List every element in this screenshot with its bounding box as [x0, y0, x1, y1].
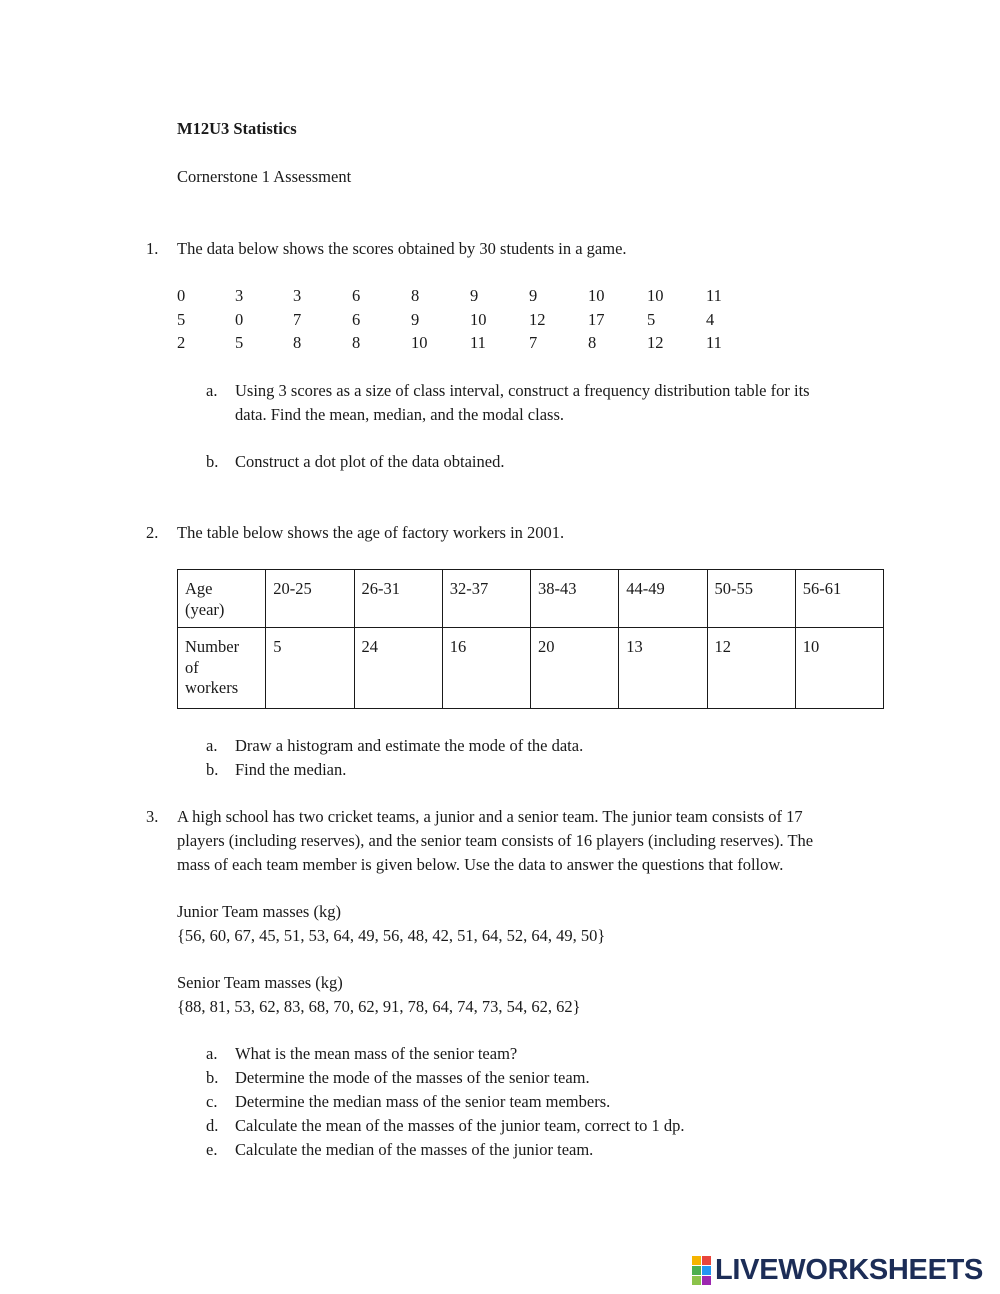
question-3d-label: d. — [206, 1116, 219, 1135]
workers-cell: 16 — [442, 628, 530, 709]
question-3-number: 3. — [146, 807, 159, 826]
score-cell: 7 — [293, 309, 302, 329]
age-cell: 20-25 — [266, 570, 354, 628]
junior-team-data: {56, 60, 67, 45, 51, 53, 64, 49, 56, 48, 42, 51, 64, 52, 64, 49, 50} — [177, 926, 606, 945]
score-cell: 9 — [411, 309, 420, 329]
score-cell: 2 — [177, 333, 186, 352]
question-2b-label: b. — [206, 760, 219, 779]
age-header-cell — [178, 570, 266, 628]
workers-header-line-3: workers — [185, 678, 239, 697]
workers-cell: 5 — [266, 628, 354, 709]
score-cell: 12 — [647, 333, 664, 352]
score-cell: 11 — [470, 333, 486, 352]
workers-cell: 10 — [795, 628, 883, 709]
question-3c-label: c. — [206, 1092, 218, 1111]
question-1-number: 1. — [146, 239, 159, 258]
question-3e-label: e. — [206, 1140, 218, 1159]
workers-cell: 13 — [619, 628, 707, 709]
workers-header-cell — [178, 628, 266, 709]
score-cell: 10 — [588, 286, 605, 305]
score-cell: 0 — [235, 309, 244, 329]
age-cell: 50-55 — [707, 570, 795, 628]
score-cell: 3 — [235, 286, 244, 305]
liveworksheets-logo[interactable] — [692, 1255, 983, 1285]
question-3a-text: What is the mean mass of the senior team? — [235, 1044, 518, 1063]
score-cell: 17 — [588, 309, 605, 329]
score-cell: 3 — [293, 286, 302, 305]
score-cell: 8 — [411, 286, 420, 305]
score-cell: 7 — [529, 333, 538, 352]
question-1-text: The data below shows the scores obtained by 30 students in a game. — [177, 239, 627, 258]
logo-mark-icon — [692, 1256, 711, 1285]
logo-square — [702, 1266, 711, 1275]
age-cell: 26-31 — [354, 570, 442, 628]
score-cell: 8 — [293, 333, 302, 352]
question-1b-text: Construct a dot plot of the data obtained. — [235, 452, 505, 471]
score-cell: 10 — [411, 333, 428, 352]
question-3-line-1: A high school has two cricket teams, a junior and a senior team. The junior team consists of 17 — [177, 807, 803, 826]
score-cell: 9 — [529, 286, 538, 305]
score-cell: 4 — [706, 309, 715, 329]
question-1b-label: b. — [206, 452, 219, 471]
senior-team-data: {88, 81, 53, 62, 83, 68, 70, 62, 91, 78, 64, 74, 73, 54, 62, 62} — [177, 997, 581, 1016]
workers-cell: 20 — [531, 628, 619, 709]
score-cell: 5 — [647, 309, 656, 329]
age-cell: 44-49 — [619, 570, 707, 628]
score-cell: 5 — [235, 333, 244, 352]
age-row — [178, 570, 884, 628]
senior-team-label: Senior Team masses (kg) — [177, 973, 343, 992]
workers-cell: 24 — [354, 628, 442, 709]
score-cell: 9 — [470, 286, 479, 305]
logo-square — [692, 1256, 701, 1265]
question-3b-label: b. — [206, 1068, 219, 1087]
score-cell: 6 — [352, 309, 361, 329]
workers-header-line-1: Number — [185, 637, 240, 656]
age-cell: 56-61 — [795, 570, 883, 628]
question-3-line-2: players (including reserves), and the senior team consists of 16 players (including reserves). The — [177, 831, 814, 850]
question-2a-label: a. — [206, 736, 218, 755]
score-cell: 11 — [706, 333, 722, 352]
question-3-line-3: mass of each team member is given below. Use the data to answer the questions that follow. — [177, 855, 784, 874]
question-1a-line-1: Using 3 scores as a size of class interval, construct a frequency distribution table for its — [235, 381, 810, 400]
score-cell: 10 — [470, 309, 487, 329]
question-2-text: The table below shows the age of factory workers in 2001. — [177, 523, 565, 542]
score-cell: 0 — [177, 286, 186, 305]
workers-cell: 12 — [707, 628, 795, 709]
logo-square — [702, 1276, 711, 1285]
junior-team-label: Junior Team masses (kg) — [177, 902, 341, 921]
question-2b-text: Find the median. — [235, 760, 347, 779]
question-2-number: 2. — [146, 523, 159, 542]
question-3a-label: a. — [206, 1044, 218, 1063]
logo-square — [692, 1276, 701, 1285]
document-title: M12U3 Statistics — [177, 119, 297, 138]
question-1a-label: a. — [206, 381, 218, 400]
score-cell: 11 — [706, 286, 722, 305]
logo-square — [702, 1256, 711, 1265]
age-header-line-2: (year) — [185, 599, 225, 619]
logo-text: LIVEWORKSHEETS — [715, 1253, 984, 1286]
question-3e-text: Calculate the median of the masses of the junior team. — [235, 1140, 594, 1159]
score-cell: 8 — [352, 333, 361, 352]
age-table — [177, 569, 884, 709]
score-cell: 5 — [177, 309, 186, 329]
logo-square — [692, 1266, 701, 1275]
question-2a-text: Draw a histogram and estimate the mode of the data. — [235, 736, 584, 755]
question-3c-text: Determine the median mass of the senior team members. — [235, 1092, 611, 1111]
age-cell: 32-37 — [442, 570, 530, 628]
workers-header-line-2: of — [185, 657, 199, 677]
question-1a-line-2: data. Find the mean, median, and the modal class. — [235, 405, 564, 424]
age-cell: 38-43 — [531, 570, 619, 628]
question-3b-text: Determine the mode of the masses of the senior team. — [235, 1068, 590, 1087]
question-3d-text: Calculate the mean of the masses of the junior team, correct to 1 dp. — [235, 1116, 685, 1135]
score-cell: 6 — [352, 286, 361, 305]
document-subtitle: Cornerstone 1 Assessment — [177, 167, 352, 186]
score-cell: 12 — [529, 309, 546, 329]
score-cell: 8 — [588, 333, 597, 352]
workers-row — [178, 628, 884, 709]
age-header-line-1: Age — [185, 579, 213, 598]
score-cell: 10 — [647, 286, 664, 305]
